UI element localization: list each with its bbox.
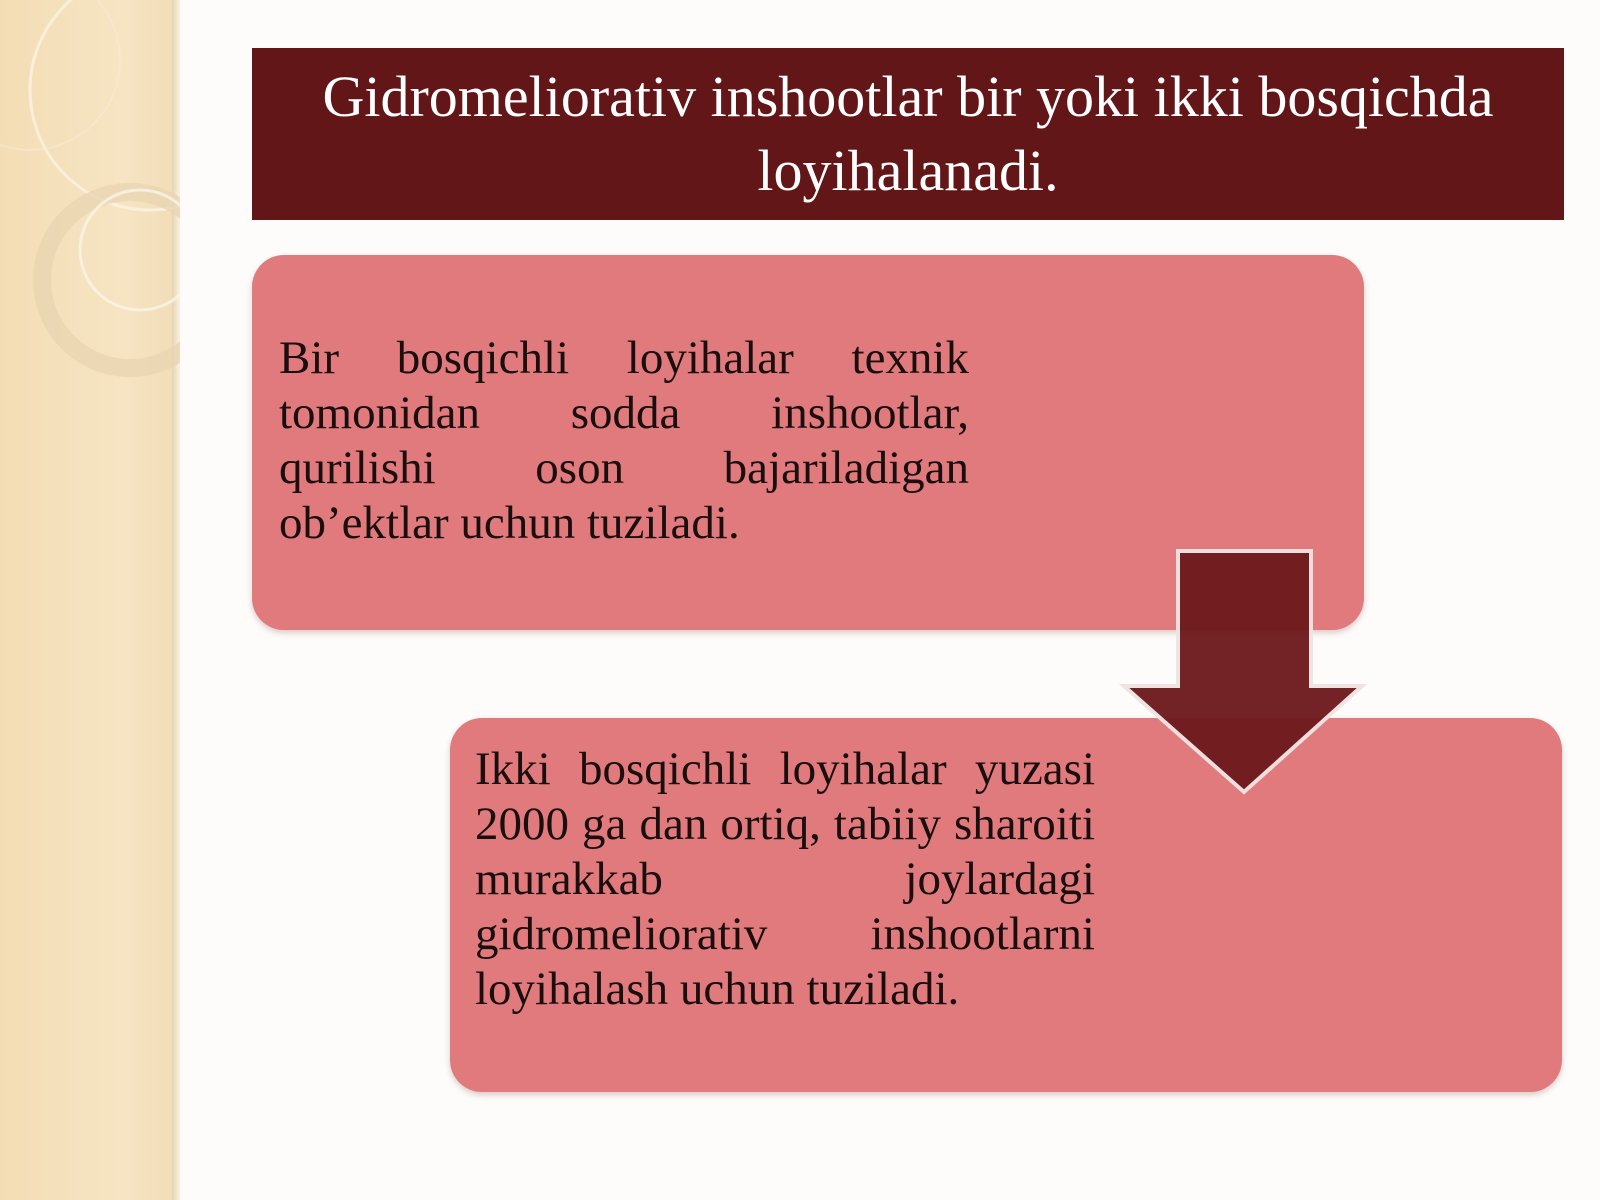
arrow-down-icon [1118, 548, 1368, 796]
stage-two-text: Ikki bosqichli loyihalar yuzasi 2000 ga dan ortiq, tabiiy sharoiti murakkab joylardagi gidromeliorativ inshootlarni loyihalash uchun tuziladi. [475, 743, 1095, 1015]
decorative-rings [0, 0, 180, 420]
slide-title: Gidromeliorativ inshootlar bir yoki ikki bosqichda loyihalanadi. [322, 64, 1494, 203]
stage-box-two [450, 718, 1562, 1092]
stage-one-text: Bir bosqichli loyihalar texnik tomonidan sodda inshootlar, qurilishi oson bajariladigan ob’ektlar uchun tuziladi. [279, 332, 969, 549]
title-banner [252, 48, 1564, 220]
